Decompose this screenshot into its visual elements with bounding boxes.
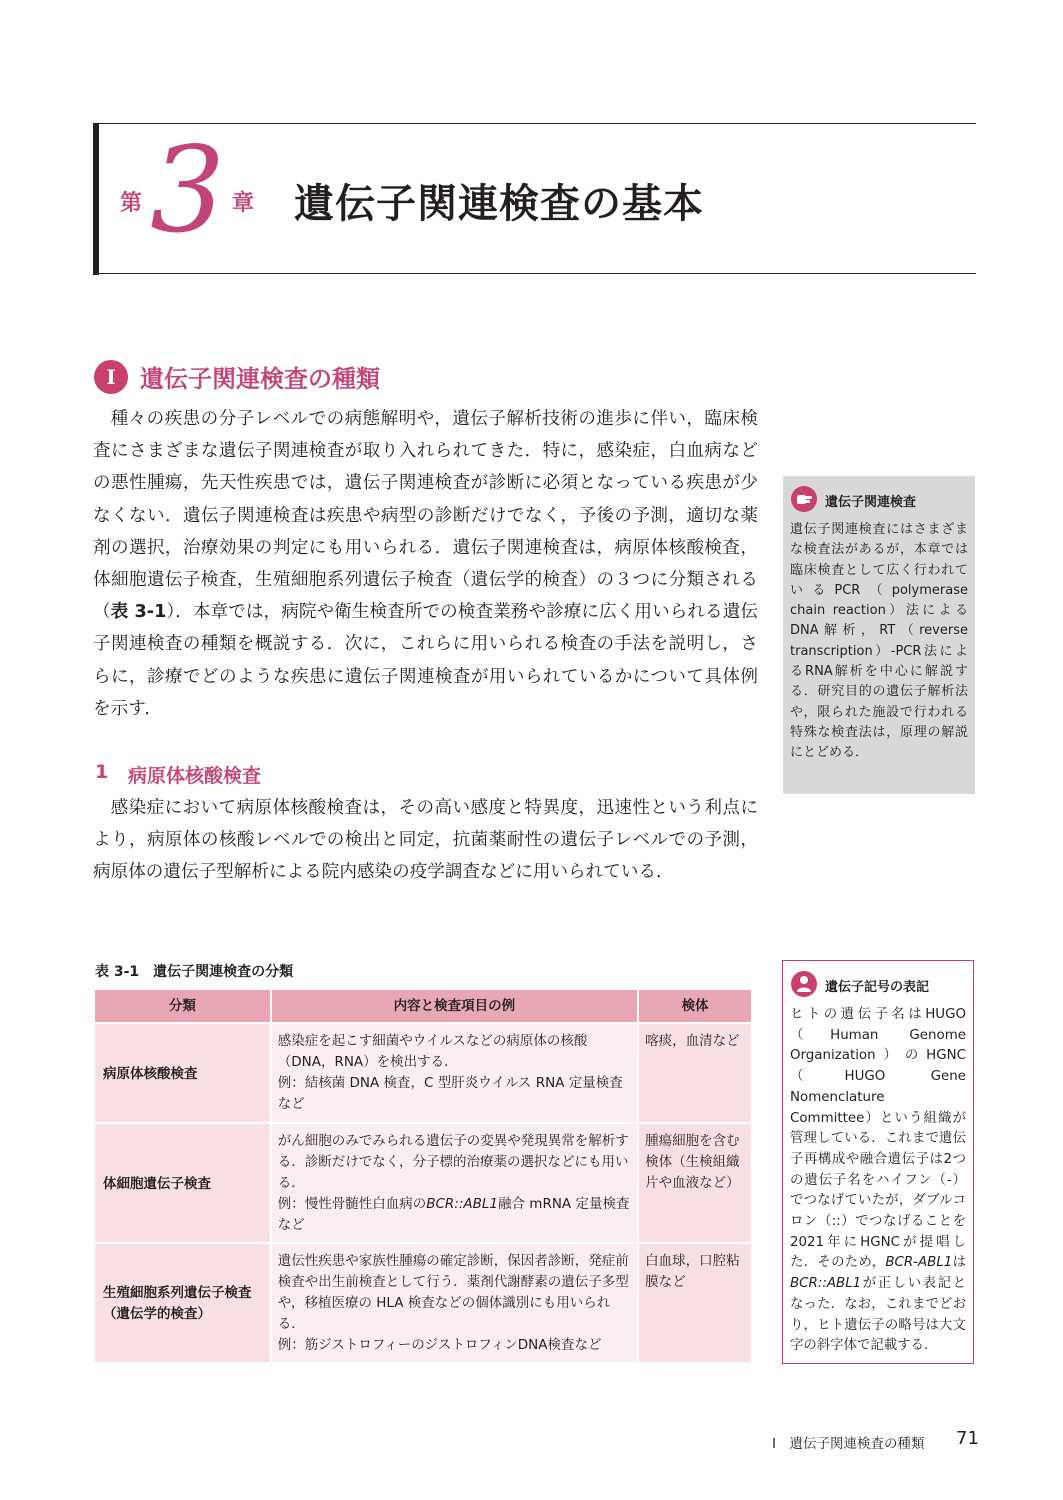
row-category: 体細胞遺伝子検査 (95, 1123, 271, 1243)
classification-table (95, 990, 753, 1362)
gene-symbol-old: BCR-ABL1 (885, 1255, 953, 1271)
chapter-suffix: 章 (232, 191, 255, 216)
row-specimen: 腫瘍細胞を含む検体（生検組織片や血液など） (638, 1123, 752, 1243)
side-note-gene-text (790, 1005, 966, 1357)
chapter-rule-bottom (93, 273, 976, 274)
section-numeral-badge: I (94, 360, 128, 394)
chapter-title: 遺伝子関連検査の基本 (294, 181, 704, 227)
intro-tail: ）．本章では，病院や衛生検査所での検査業務や診療に広く用いられる遺伝子関連検査の種類を概説する．次に，これらに用いられる検査の手法を説明し，さらに，診療でどのような疾患に遺伝子関連検査が用いられているかについて具体例を示す． (93, 602, 758, 719)
side-note-pcr-text: 遺伝子関連検査にはさまざまな検査法があるが，本章では臨床検査として広く行われているPCR（polymerase chain reaction）法によるDNA解析，RT（reverse transcription）-PCR法によるRNA解析を中心に解説する．研究目的の遺伝子解析法や，限られた施設で行われる特殊な検査法は，原理の解説にとどめる． (790, 522, 968, 761)
subsection-paragraph: 感染症において病原体核酸検査は，その高い感度と特異度，迅速性という利点により，病原体の核酸レベルでの検出と同定，抗菌薬耐性の遺伝子レベルでの予測，病原体の遺伝子型解析による院内感染の疫学調査などに用いられている． (93, 798, 758, 883)
subsection-title: 病原体核酸検査 (128, 765, 262, 787)
side-note-gene-text-b: は (952, 1255, 967, 1271)
section-title: 遺伝子関連検査の種類 (140, 365, 380, 393)
row-content-text: 感染症を起こす細菌やウイルスなどの病原体の核酸（DNA，RNA）を検出する． (277, 1033, 588, 1070)
chapter-prefix: 第 (120, 191, 143, 216)
table-row (95, 1023, 752, 1123)
row-content-text: がん細胞のみでみられる遺伝子の変異や発現異常を解析する．診断だけでなく，分子標的治療薬の選択などにも用いる． (277, 1133, 629, 1191)
gene-symbol-new: BCR::ABL1 (790, 1276, 862, 1292)
row-category: 病原体核酸検査 (95, 1023, 271, 1123)
header-specimen: 検体 (638, 990, 752, 1023)
running-footer: I 遺伝子関連検査の種類 (772, 1436, 925, 1452)
side-note-gene-title: 遺伝子記号の表記 (825, 980, 930, 995)
side-note-gene-notation (782, 960, 974, 1364)
table-row (95, 1123, 752, 1243)
person-icon (791, 971, 817, 997)
intro-text: 種々の疾患の分子レベルでの病態解明や，遺伝子解析技術の進歩に伴い，臨床検査にさまざまな遺伝子関連検査が取り入れられてきた．特に，感染症，白血病などの悪性腫瘍，先天性疾患では，遺伝子関連検査が診断に必須となっている疾患が少なくない．遺伝子関連検査は疾患や病型の診断だけでなく，予後の予測，適切な薬剤の選択，治療効果の判定にも用いられる．遺伝子関連検査は，病原体核酸検査，体細胞遺伝子検査，生殖細胞系列遺伝子検査（遺伝学的検査）の３つに分類される（ (93, 409, 758, 623)
table-header-row (95, 990, 752, 1023)
row-content (271, 1123, 638, 1243)
row-example: 例：結核菌 DNA 検査，C 型肝炎ウイルス RNA 定量検査など (277, 1075, 623, 1112)
row-example: 例：慢性骨髄性白血病の (277, 1196, 427, 1212)
chapter-number: 3 (150, 121, 226, 259)
row-specimen: 喀痰，血清など (638, 1023, 752, 1123)
page-number: 71 (956, 1428, 979, 1449)
intro-paragraph (93, 403, 758, 725)
row-content (271, 1243, 638, 1362)
row-content (271, 1023, 638, 1123)
header-category: 分類 (95, 990, 271, 1023)
row-content-text: 遺伝性疾患や家族性腫瘍の確定診断，保因者診断，発症前検査や出生前検査として行う．薬剤代謝酵素の遺伝子多型や，移植医療の HLA 検査などの個体識別にも用いられる． (277, 1253, 629, 1332)
row-specimen: 白血球，口腔粘膜など (638, 1243, 752, 1362)
side-note-gene-text-c: が正しい表記となった．なお，これまでどおり，ヒト遺伝子の略号は大文字の斜字体で記載する． (790, 1276, 966, 1354)
subsection-number: 1 (95, 761, 109, 783)
chapter-rule-top (93, 123, 976, 124)
row-category: 生殖細胞系列遺伝子検査（遺伝学的検査） (95, 1243, 271, 1362)
side-note-pcr-title: 遺伝子関連検査 (825, 495, 917, 510)
pointing-hand-icon (791, 486, 817, 512)
table-row (95, 1243, 752, 1362)
table-caption: 表 3-1 遺伝子関連検査の分類 (95, 964, 294, 980)
row-example-gene: BCR::ABL1 (426, 1196, 498, 1212)
table-reference: 表 3-1 (110, 602, 167, 623)
header-content: 内容と検査項目の例 (271, 990, 638, 1023)
side-note-pcr (783, 476, 975, 794)
chapter-left-bar (93, 123, 99, 275)
side-note-gene-text-a: ヒトの遺伝子名はHUGO（Human Genome Organization）のHGNC（HUGO Gene Nomenclature Committee）という組織が管理している．これまで遺伝子再構成や融合遺伝子は2つの遺伝子名をハイフン（-）でつなげていたが，ダブルコロン（::）でつなげることを2021年にHGNCが提唱した．そのため， (790, 1007, 966, 1271)
row-example: 例：筋ジストロフィーのジストロフィンDNA検査など (277, 1337, 602, 1353)
row-example-tail: 融合 mRNA 定量検査など (277, 1196, 630, 1233)
